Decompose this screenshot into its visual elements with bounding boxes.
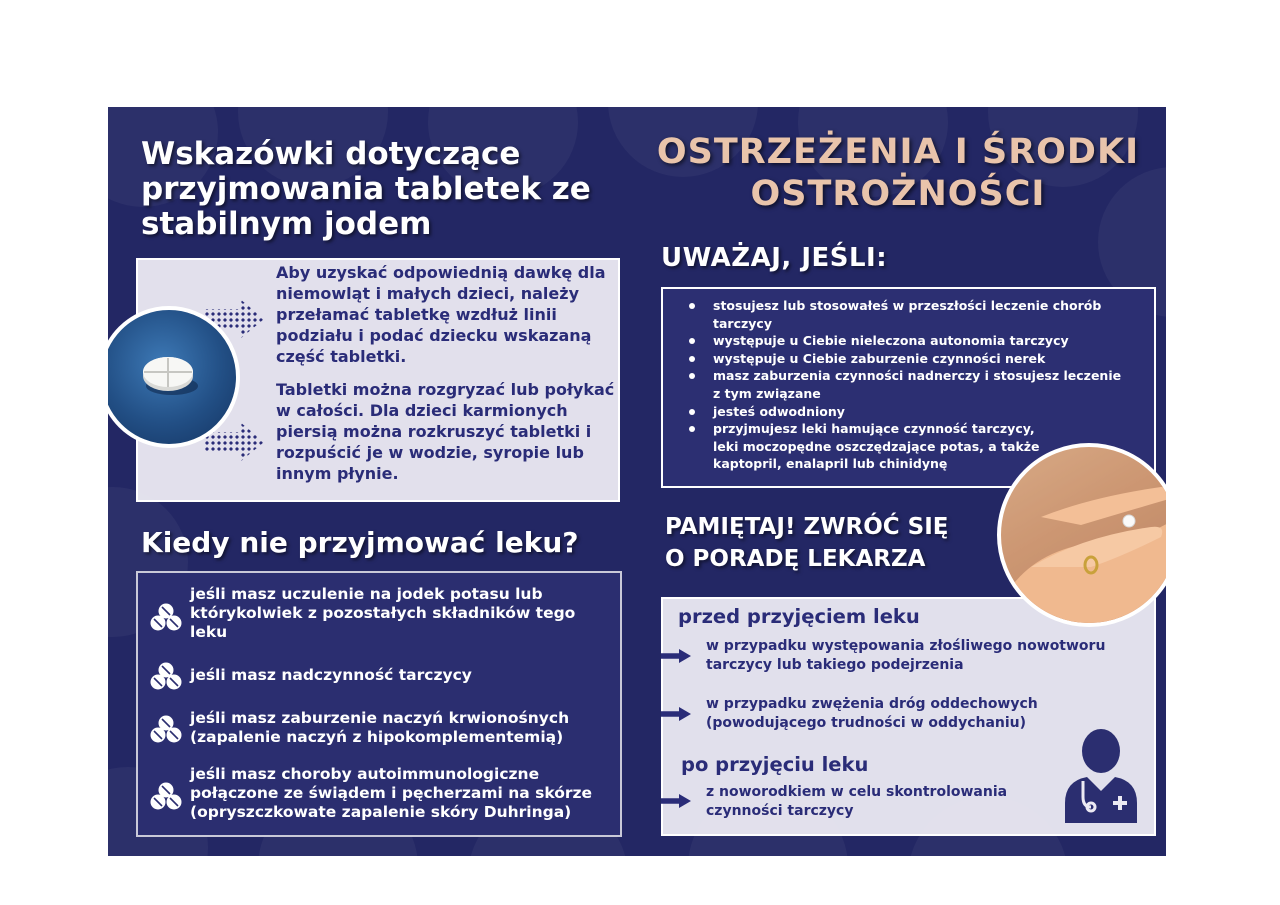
caution-item: przyjmujesz leki hamujące czynność tarczycy, leki moczopędne oszczędzające potas, a także kaptopril, enalapril lub chinidynę — [685, 420, 1043, 473]
tips-text — [276, 262, 621, 496]
after-item: z noworodkiem w celu skontrolowania czynności tarczycy — [706, 784, 1008, 819]
tip-paragraph: Tabletki można rozgryzać lub połykać w całości. Dla dzieci karmionych piersią można rozkruszyć tabletki i rozpuścić je w wodzie, syropie lub innym płynie. — [276, 380, 615, 483]
tablets-icon — [150, 715, 182, 743]
doctor-advice-box — [661, 597, 1156, 836]
caution-title: UWAŻAJ, JEŚLI: — [661, 243, 888, 273]
tip-paragraph: Aby uzyskać odpowiednią dawkę dla niemowląt i małych dzieci, należy przełamać tabletkę wzdłuż linii podziału i podać dziecku wskazaną część tabletki. — [276, 263, 606, 366]
before-item: w przypadku występowania złośliwego nowotworu tarczycy lub takiego podejrzenia — [706, 638, 1106, 673]
leaflet-panel — [108, 107, 1166, 856]
arrow-icon — [661, 707, 691, 721]
caution-list — [685, 297, 1125, 473]
hand-with-tablet-photo — [997, 443, 1166, 627]
arrow-icon — [661, 794, 691, 808]
caution-item: masz zaburzenia czynności nadnerczy i stosujesz leczenie z tym związane — [685, 367, 1125, 402]
tablets-icon — [150, 662, 182, 690]
contraindication-text: jeśli masz nadczynność tarczycy — [190, 666, 472, 684]
before-item: w przypadku zwężenia dróg oddechowych (powodującego trudności w oddychaniu) — [706, 696, 1038, 731]
contraindication-text: jeśli masz choroby autoimmunologiczne połączone ze świądem i pęcherzami na skórze (opryszczkowate zapalenie skóry Duhringa) — [190, 765, 593, 821]
when-not-title: Kiedy nie przyjmować leku? — [141, 526, 579, 559]
contraindications-list — [108, 585, 628, 835]
hand-icon — [1001, 447, 1166, 623]
contraindication-text: jeśli masz zaburzenie naczyń krwionośnych (zapalenie naczyń z hipokomplementemią) — [190, 709, 570, 746]
caution-item: występuje u Ciebie zaburzenie czynności nerek — [685, 350, 1125, 368]
contraindication-text: jeśli masz uczulenie na jodek potasu lub którykolwiek z pozostałych składników tego leku — [190, 585, 576, 641]
after-title: po przyjęciu leku — [681, 753, 869, 776]
before-title: przed przyjęciem leku — [678, 605, 920, 628]
tips-title: Wskazówki dotyczące przyjmowania tabletek ze stabilnym jodem — [141, 136, 591, 242]
warnings-title: OSTRZEŻENIA I ŚRODKI OSTROŻNOŚCI — [656, 132, 1140, 214]
caution-item: występuje u Ciebie nieleczona autonomia tarczycy — [685, 332, 1125, 350]
remember-title: PAMIĘTAJ! ZWRÓĆ SIĘ O PORADĘ LEKARZA — [665, 514, 949, 572]
doctor-icon — [1061, 727, 1141, 823]
tablet-icon — [108, 310, 236, 444]
caution-item: stosujesz lub stosowałeś w przeszłości leczenie chorób tarczycy — [685, 297, 1125, 332]
tablets-icon — [150, 603, 182, 631]
caution-item: jesteś odwodniony — [685, 403, 1125, 421]
arrow-icon — [661, 649, 691, 663]
tablets-icon — [150, 782, 182, 810]
